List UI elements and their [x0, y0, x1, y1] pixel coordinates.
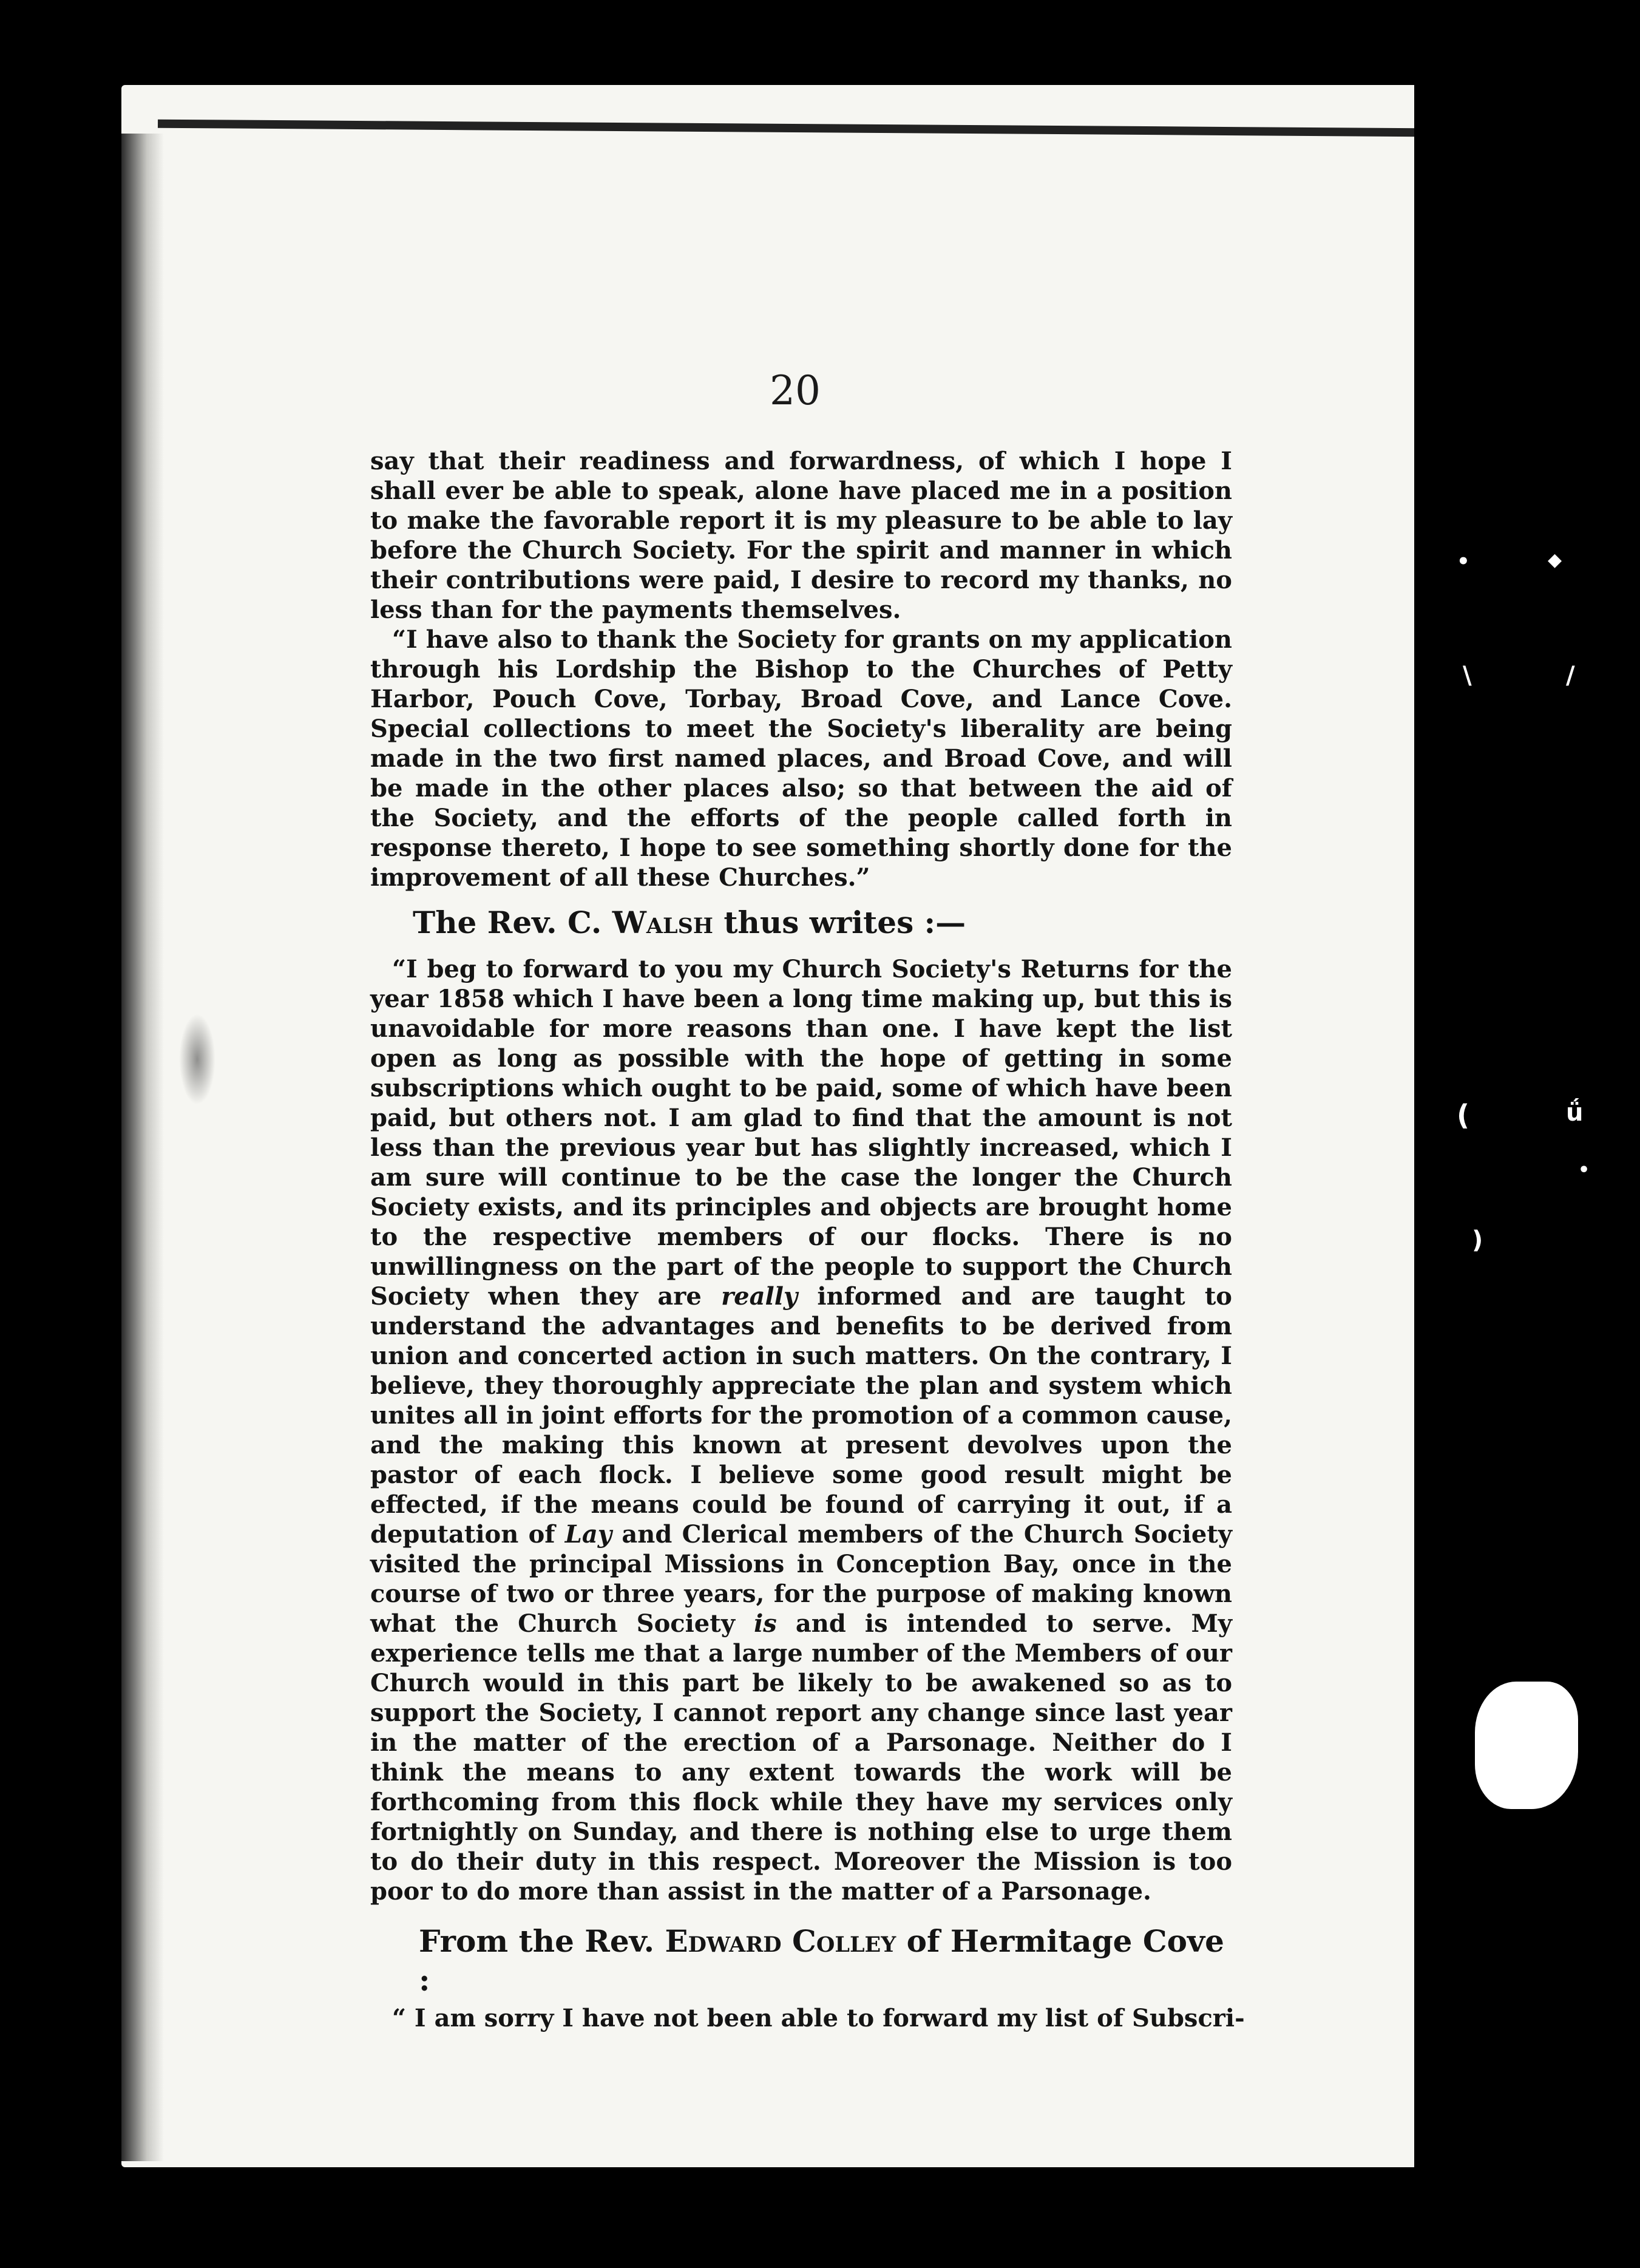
margin-speck: • [1457, 549, 1470, 574]
heading-suffix: thus writes :— [723, 905, 966, 940]
heading-prefix: From the Rev. [419, 1923, 655, 1959]
margin-speck: ◆ [1548, 549, 1562, 571]
letter-emphasis: Lay [564, 1520, 612, 1549]
letter-text: and is intended to serve. My experience tells me that a large number of the Members of our Church would in this part be likely to be awakened so as to support the Society, I cannot report any change since last year in the matter of the erection of a Parsonage. Neither do I think the means to any extent towards the work will be forthcoming from this flock while they have my services only fortnightly on Sunday, and there is nothing else to urge them to do their duty in this respect. Moreover the Mission is too poor to do more than assist in the matter of a Parsonage. [370, 1609, 1232, 1906]
letter-emphasis: really [721, 1282, 798, 1311]
letter-text: “I beg to forward to you my Church Society's Returns for the year 1858 which I have been a long time making up, but this is unavoidable for more reasons than one. I have kept the list open as long as possible with the hope of getting in some subscriptions which ought to be paid, some of which have been paid, but others not. I am glad to find that the amount is not less than the previous year but has slightly increased, which I am sure will continue to be the case the longer the Church Society exists, and its principles and objects are brought home to the respective members of our flocks. There is no unwillingness on the part of the people to support the Church Society when they are [370, 955, 1232, 1311]
page-smudge [179, 1014, 215, 1105]
margin-ink-blot [1475, 1682, 1578, 1809]
margin-speck: ǘ [1566, 1099, 1584, 1127]
section-heading-colley [370, 1922, 1232, 2000]
paragraph-walsh-letter [370, 954, 1232, 1906]
margin-speck: ( [1457, 1099, 1470, 1132]
letter-emphasis: is [754, 1609, 777, 1638]
margin-speck: • [1578, 1159, 1590, 1181]
letter-text: and Clerical members of the Church Society visited the principal Missions in Conception Bay, once in the course of two or three years, for the purpose of making known what the Church Society [370, 1520, 1232, 1638]
heading-suffix: of Hermitage Cove : [419, 1923, 1224, 1998]
margin-speck: \ [1463, 662, 1472, 690]
page-number: 20 [770, 367, 821, 414]
heading-prefix: The Rev. C. [413, 905, 602, 940]
section-heading-walsh [370, 903, 1232, 942]
document-body [370, 446, 1245, 2033]
paragraph-colley-letter-start: “ I am sorry I have not been able to forward my list of Subscri- [392, 2004, 1245, 2032]
page-binding-shadow [121, 134, 164, 2161]
margin-speck: / [1566, 662, 1575, 690]
paragraph-continuation: say that their readiness and forwardness, of which I hope I shall ever be able to speak, alone have placed me in a position to make the favorable report it is my pleasure to be able to lay before the Church Society. For the spirit and manner in which their contributions were paid, I desire to record my thanks, no less than for the payments themselves. [370, 447, 1232, 624]
heading-name: Walsh [612, 905, 713, 940]
letter-text: informed and are taught to understand the advantages and benefits to be derived from union and concerted action in such matters. On the contrary, I believe, they thoroughly appreciate the plan and system which unites all in joint efforts for the promotion of a common cause, and the making this known at present devolves upon the pastor of each flock. I believe some good result might be effected, if the means could be found of carrying it out, if a deputation of [370, 1282, 1232, 1549]
right-dark-margin [1414, 0, 1640, 2268]
heading-name: Edward Colley [665, 1923, 896, 1959]
margin-speck: ) [1472, 1226, 1483, 1254]
paragraph-grants: “I have also to thank the Society for grants on my application through his Lordship the Bishop to the Churches of Petty Harbor, Pouch Cove, Torbay, Broad Cove, and Lance Cove. Special collections to meet the Society's liberality are being made in the two first named places, and Broad Cove, and will be made in the other places also; so that between the aid of the Society, and the efforts of the people called forth in response thereto, I hope to see something shortly done for the improvement of all these Churches.” [370, 625, 1232, 892]
